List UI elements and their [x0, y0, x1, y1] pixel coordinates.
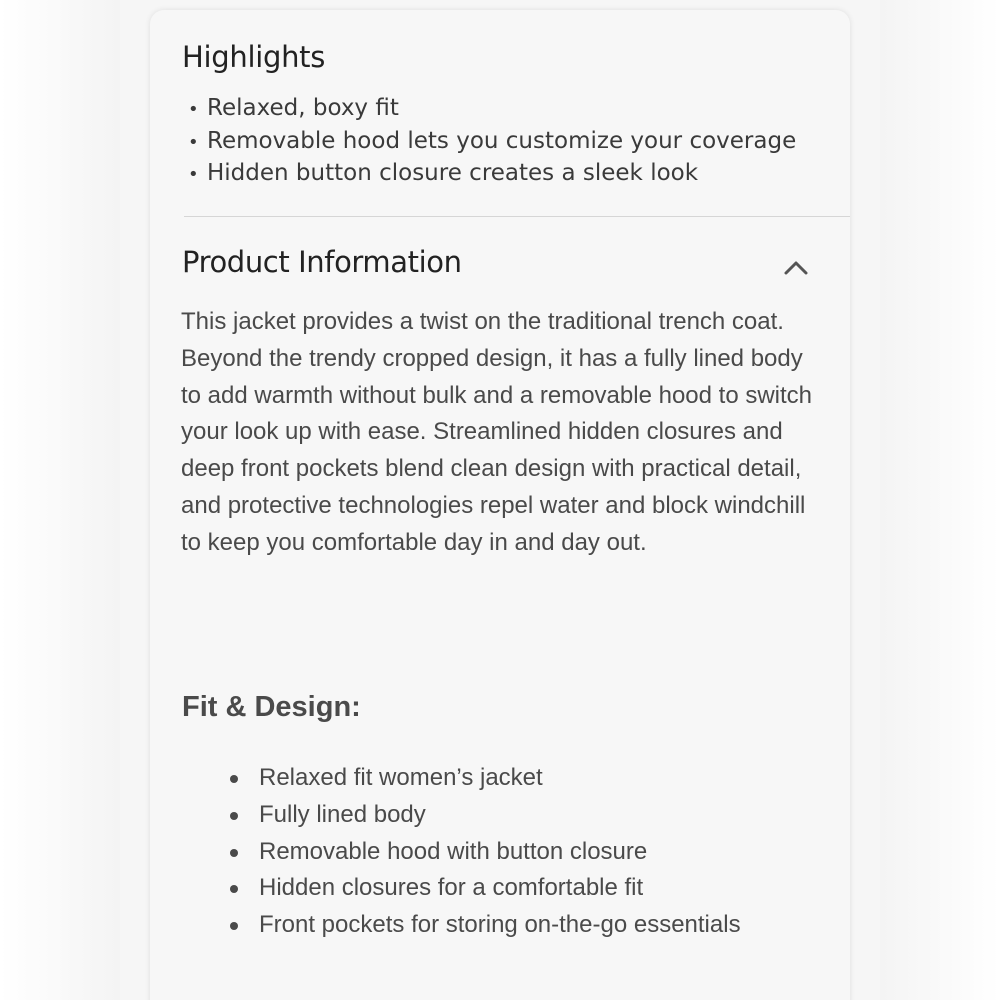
bullet-dot: • — [188, 99, 199, 120]
highlight-item-text: Removable hood lets you customize your coverage — [207, 127, 797, 154]
highlights-list — [188, 93, 796, 191]
fit-design-item — [226, 797, 741, 834]
highlight-item — [188, 158, 796, 191]
fit-design-item-text: Hidden closures for a comfortable fit — [259, 874, 644, 902]
chevron-up-icon[interactable] — [782, 254, 810, 282]
highlight-item-text: Hidden button closure creates a sleek look — [207, 160, 699, 186]
fit-design-item-text: Front pockets for storing on-the-go essentials — [259, 911, 741, 939]
fit-design-item — [226, 907, 741, 944]
fit-design-item — [226, 760, 741, 797]
bullet-dot: • — [188, 131, 199, 153]
bullet-dot: • — [188, 164, 199, 185]
highlight-item — [188, 126, 796, 159]
highlight-item — [188, 93, 796, 126]
backdrop-left — [0, 0, 120, 1000]
fit-design-item-text: Fully lined body — [259, 800, 426, 828]
bullet-dot — [230, 812, 238, 820]
fit-design-item-text: Removable hood with button closure — [259, 837, 648, 865]
product-details-card — [150, 10, 850, 1000]
bullet-dot — [230, 849, 238, 857]
fit-design-item-text: Relaxed fit women’s jacket — [259, 764, 543, 791]
bullet-dot — [230, 922, 238, 930]
bullet-dot — [230, 775, 238, 783]
highlight-item-text: Relaxed, boxy fit — [207, 95, 399, 121]
product-description: This jacket provides a twist on the traditional trench coat. Beyond the trendy cropped design, it has a fully lined body to add warmth without bulk and a removable hood to switch your look up with ease. Streamlined hidden closures and deep front pockets blend clean design with practical detail, and protective technologies repel water and block windchill to keep you comfortable day in and day out. — [181, 308, 813, 556]
bullet-dot — [230, 885, 238, 893]
fit-design-item — [226, 870, 741, 907]
fit-design-item — [226, 834, 741, 871]
backdrop-right — [880, 0, 1000, 1000]
product-information-title[interactable]: Product Information — [182, 245, 462, 279]
section-divider — [184, 216, 850, 217]
fit-design-list — [226, 760, 741, 944]
fit-design-title: Fit & Design: — [182, 691, 361, 723]
highlights-title: Highlights — [182, 40, 326, 74]
